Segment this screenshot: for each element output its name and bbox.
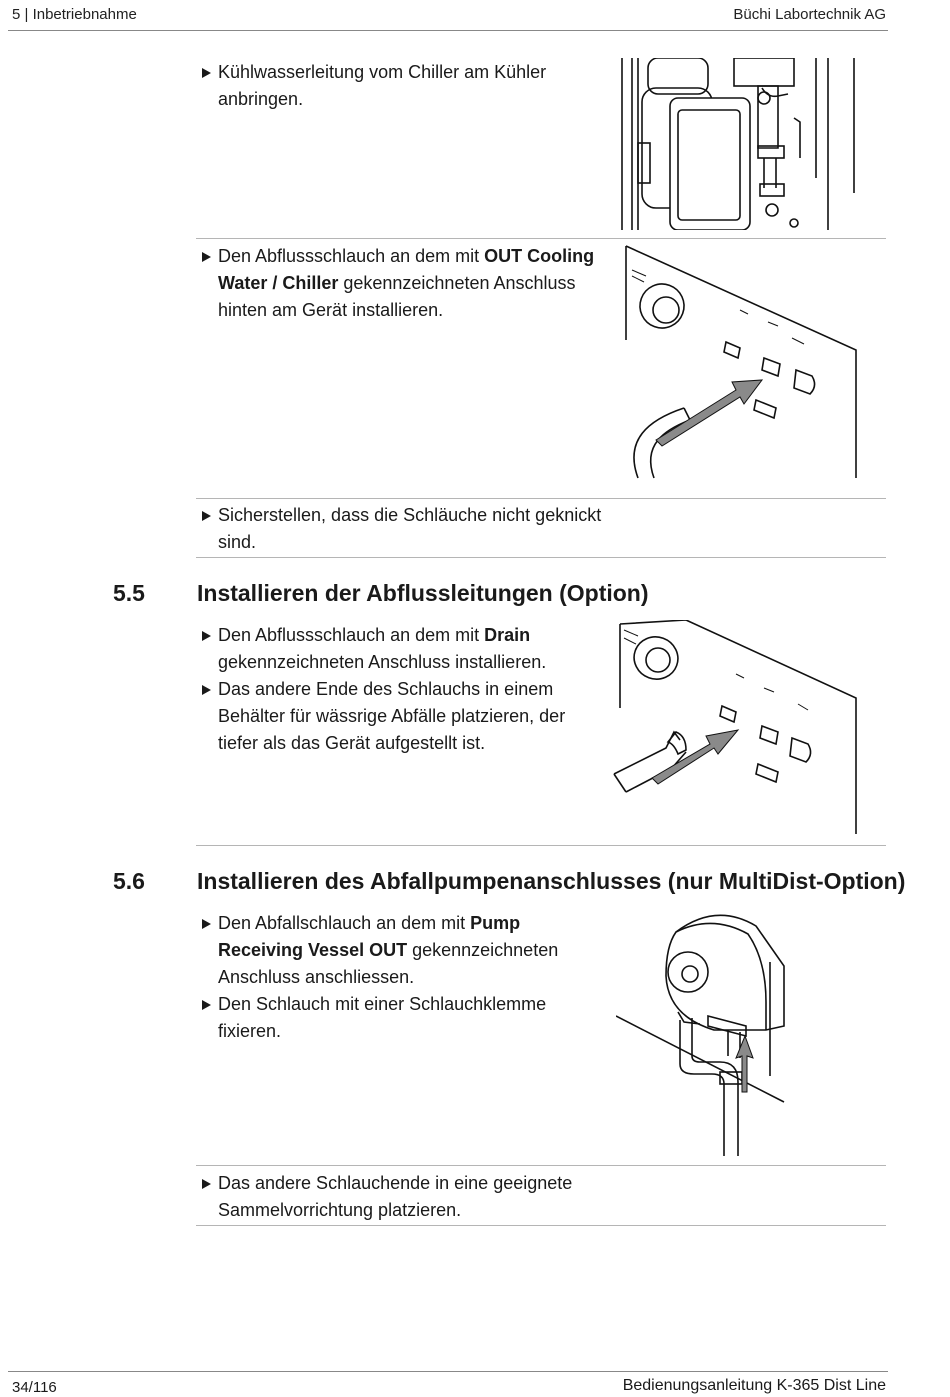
footer-divider [8,1371,888,1372]
step-item: Den Abflussschlauch an dem mit OUT Cooling Water / Chiller gekennzeichneten Anschluss hinten am Gerät installieren. [200,243,610,324]
step-item: Das andere Ende des Schlauchs in einem Behälter für wässrige Abfälle platzieren, der tiefer als das Gerät aufgestellt ist. [200,676,610,757]
header-divider [8,30,888,31]
divider [196,1225,886,1226]
figure-out-cooling-water [618,240,858,480]
step-triangle-icon [202,252,211,262]
step-item: Den Abflussschlauch an dem mit Drain gekennzeichneten Anschluss installieren. [200,622,610,676]
section-number: 5.5 [113,580,145,606]
step-item: Sicherstellen, dass die Schläuche nicht geknickt sind. [200,502,610,556]
figure-chiller-connection [618,58,858,230]
divider [196,1165,886,1166]
step-item: Den Schlauch mit einer Schlauchklemme fixieren. [200,991,610,1045]
manual-title: Bedienungsanleitung K-365 Dist Line [622,1377,886,1394]
step-triangle-icon [202,1000,211,1010]
divider [196,845,886,846]
step-triangle-icon [202,68,211,78]
figure-waste-pump [616,906,786,1156]
section-title: Installieren des Abfallpumpenanschlusses (nur MultiDist-Option) [197,868,906,894]
page-number: 34/116 [12,1379,57,1396]
section-title: Installieren der Abflussleitungen (Option) [197,580,649,606]
section-number: 5.6 [113,868,145,894]
step-triangle-icon [202,685,211,695]
header-company: Büchi Labortechnik AG [733,6,886,23]
step-item [200,59,610,113]
header-chapter: 5 | Inbetriebnahme [12,6,137,23]
step-text: Kühlwasserleitung vom Chiller am Kühler anbringen. [218,62,547,109]
step-triangle-icon [202,511,211,521]
divider [196,498,886,499]
step-item: Den Abfallschlauch an dem mit Pump Receiving Vessel OUT gekennzeichneten Anschluss anschliessen. [200,910,610,991]
figure-drain-connection [612,620,858,836]
step-item: Das andere Schlauchende in eine geeignete Sammelvorrichtung platzieren. [200,1170,610,1224]
divider [196,238,886,239]
step-triangle-icon [202,631,211,641]
step-triangle-icon [202,919,211,929]
divider [196,557,886,558]
step-triangle-icon [202,1179,211,1189]
